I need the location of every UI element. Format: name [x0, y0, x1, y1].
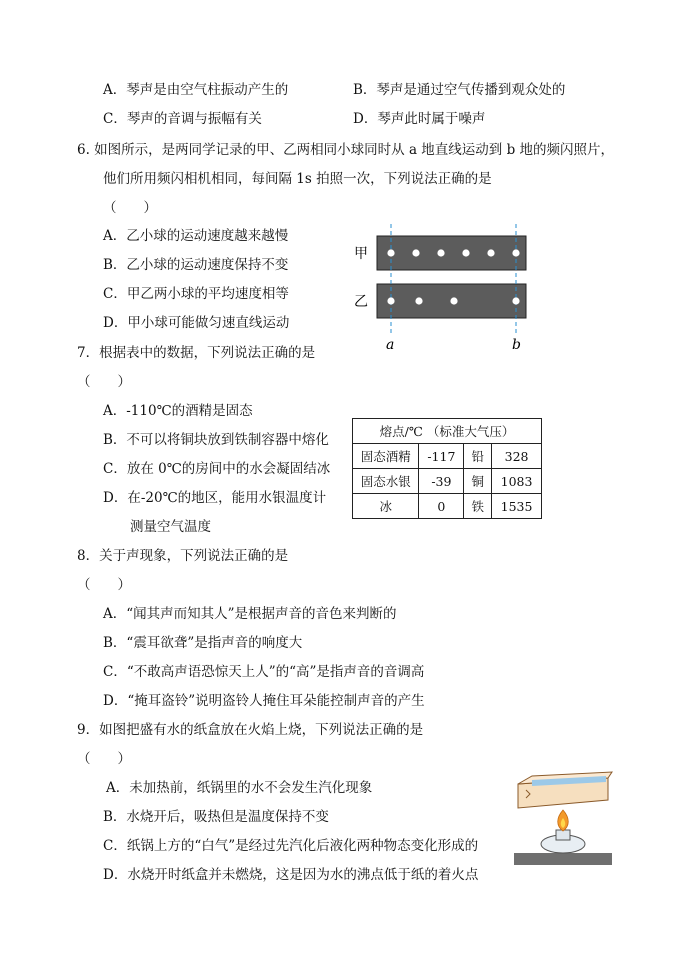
q7-option-c: C．放在 0℃的房间中的水会凝固结冰: [103, 461, 331, 477]
melting-point-table: [352, 418, 542, 519]
table-cell: 固态水银: [353, 469, 419, 494]
q5-option-b: B．琴声是通过空气传播到观众处的: [353, 82, 566, 98]
q7-stem: 7．根据表中的数据，下列说法正确的是: [77, 345, 316, 361]
jia-ball: [462, 249, 469, 256]
q8-stem: 8．关于声现象，下列说法正确的是: [77, 548, 289, 564]
table-cell: 固态酒精: [353, 444, 419, 469]
q7-answer-paren: （ ）: [77, 374, 131, 390]
table-cell: 铜: [464, 469, 492, 494]
table-cell: 328: [492, 444, 542, 469]
q9-option-b: B．水烧开后，吸热但是温度保持不变: [103, 809, 329, 825]
table-cell: 铁: [464, 494, 492, 519]
yi-ball: [450, 297, 457, 304]
q8-option-a: A．“闻其声而知其人”是根据声音的音色来判断的: [103, 606, 397, 622]
q9-stem: 9．如图把盛有水的纸盒放在火焰上烧，下列说法正确的是: [77, 722, 424, 738]
q7-option-d-line2: 测量空气温度: [130, 519, 211, 535]
q9-option-d: D．水烧开时纸盒并未燃烧，这是因为水的沸点低于纸的着火点: [103, 867, 479, 883]
lamp-neck: [556, 830, 570, 840]
yi-ball: [415, 297, 422, 304]
q5-option-d: D．琴声此时属于噪声: [353, 111, 486, 127]
q8-option-c: C．“不敢高声语恐惊天上人”的“高”是指声音的音调高: [103, 664, 425, 680]
table-row: [353, 469, 542, 494]
label-jia: 甲: [354, 246, 368, 262]
jia-ball: [512, 249, 519, 256]
q6-option-a: A．乙小球的运动速度越来越慢: [103, 228, 289, 244]
q7-option-b: B．不可以将铜块放到铁制容器中熔化: [103, 432, 329, 448]
jia-strip: [377, 236, 526, 270]
table-cell: 1535: [492, 494, 542, 519]
q9-answer-paren: （ ）: [77, 751, 131, 767]
jia-ball: [487, 249, 494, 256]
jia-ball: [437, 249, 444, 256]
q8-option-d: D．“掩耳盗铃”说明盗铃人掩住耳朵能控制声音的产生: [103, 693, 425, 709]
label-a: a: [386, 337, 395, 353]
q6-option-b: B．乙小球的运动速度保持不变: [103, 257, 289, 273]
q6-option-d: D．甲小球可能做匀速直线运动: [103, 315, 290, 331]
table-row: [353, 494, 542, 519]
q6-stem-line1: 6. 如图所示，是两同学记录的甲、乙两相同小球同时从 a 地直线运动到 b 地的频闪照片，: [77, 142, 615, 158]
q9-option-a: A．未加热前，纸锅里的水不会发生汽化现象: [106, 780, 373, 796]
table-cell: -117: [419, 444, 464, 469]
table-cell: 冰: [353, 494, 419, 519]
q6-stem-line2: 他们所用频闪相机相同，每间隔 1s 拍照一次，下列说法正确的是: [103, 171, 492, 187]
table-row: [353, 444, 542, 469]
q8-option-b: B．“震耳欲聋”是指声音的响度大: [103, 635, 303, 651]
q9-option-c: C．纸锅上方的“白气”是经过先汽化后液化两种物态变化形成的: [103, 838, 479, 854]
table-cell: -39: [419, 469, 464, 494]
table-top: [514, 853, 612, 865]
label-b: b: [512, 337, 521, 353]
q6-strobe-figure: [350, 218, 540, 358]
q5-option-a: A．琴声是由空气柱振动产生的: [103, 82, 289, 98]
paper-pot-figure: [512, 770, 616, 868]
q7-option-d-line1: D．在-20℃的地区，能用水银温度计: [103, 490, 327, 506]
q6-option-c: C．甲乙两小球的平均速度相等: [103, 286, 289, 302]
jia-ball: [412, 249, 419, 256]
table-header-row: [353, 419, 542, 444]
table-cell: 1083: [492, 469, 542, 494]
label-yi: 乙: [354, 294, 368, 310]
table-cell: 0: [419, 494, 464, 519]
q8-answer-paren: （ ）: [77, 577, 131, 593]
table-cell: 铅: [464, 444, 492, 469]
table-header: 熔点/℃ （标准大气压）: [353, 419, 542, 444]
yi-ball: [387, 297, 394, 304]
yi-ball: [512, 297, 519, 304]
q6-answer-paren: （ ）: [103, 200, 157, 216]
jia-ball: [387, 249, 394, 256]
q5-option-c: C．琴声的音调与振幅有关: [103, 111, 262, 127]
q7-option-a: A．-110℃的酒精是固态: [103, 403, 253, 419]
